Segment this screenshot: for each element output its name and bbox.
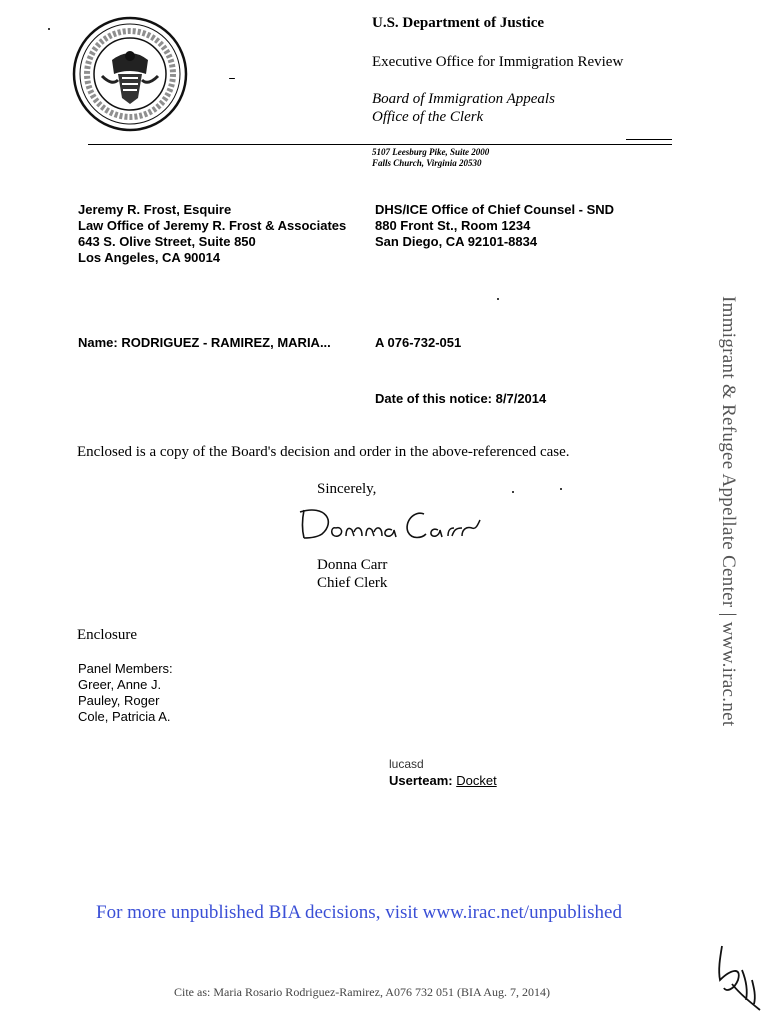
panel-members xyxy=(78,661,173,725)
handwritten-stamp-icon xyxy=(712,940,764,1016)
address-line: 643 S. Olive Street, Suite 850 xyxy=(78,234,256,249)
address-line: Jeremy R. Frost, Esquire xyxy=(78,202,232,217)
side-watermark xyxy=(712,222,744,800)
scan-speck xyxy=(229,78,235,79)
office-name: Executive Office for Immigration Review xyxy=(372,54,624,70)
citation: Cite as: Maria Rosario Rodriguez-Ramirez, A076 732 051 (BIA Aug. 7, 2014) xyxy=(174,985,550,999)
enclosed-statement: Enclosed is a copy of the Board's decision and order in the above-referenced case. xyxy=(77,444,570,460)
scan-speck xyxy=(512,491,514,493)
doj-seal-icon xyxy=(72,16,188,132)
closing: Sincerely, xyxy=(317,481,377,497)
address-line: DHS/ICE Office of Chief Counsel - SND xyxy=(375,202,615,217)
address-line: Falls Church, Virginia 20530 xyxy=(372,158,482,168)
enclosure-label: Enclosure xyxy=(77,627,137,643)
header-divider xyxy=(88,144,672,145)
side-watermark-text: Immigrant & Refugee Appellate Center | www.irac.net xyxy=(718,295,739,727)
address-line: 880 Front St., Room 1234 xyxy=(375,218,531,233)
clerk-line: Office of the Clerk xyxy=(372,109,484,125)
address-line: San Diego, CA 92101-8834 xyxy=(375,234,538,249)
board-office xyxy=(372,90,555,126)
promo-link[interactable]: For more unpublished BIA decisions, visit www.irac.net/unpublished xyxy=(96,902,622,923)
attorney-address xyxy=(78,202,346,266)
office-address xyxy=(372,147,489,169)
signer-block xyxy=(317,556,387,592)
panel-member: Cole, Patricia A. xyxy=(78,709,171,724)
scan-speck xyxy=(48,28,50,30)
signature xyxy=(296,500,486,546)
user-id: lucasd xyxy=(389,757,424,771)
userteam-label: Userteam: xyxy=(389,773,453,788)
dhs-address xyxy=(375,202,614,250)
department-name: U.S. Department of Justice xyxy=(372,15,545,31)
address-line: Law Office of Jeremy R. Frost & Associates xyxy=(78,218,347,233)
respondent-name: Name: RODRIGUEZ - RAMIREZ, MARIA... xyxy=(78,335,331,350)
userteam-value: Docket xyxy=(456,773,497,788)
notice-date xyxy=(375,391,546,406)
board-line: Board of Immigration Appeals xyxy=(372,91,555,107)
header-divider-short xyxy=(626,139,672,140)
panel-member: Greer, Anne J. xyxy=(78,677,162,692)
alien-number: A 076-732-051 xyxy=(375,335,462,350)
userteam xyxy=(389,773,497,788)
signer-title: Chief Clerk xyxy=(317,575,388,591)
signer-name: Donna Carr xyxy=(317,557,388,573)
notice-date-label: Date of this notice: xyxy=(375,391,493,406)
address-line: Los Angeles, CA 90014 xyxy=(78,250,221,265)
scan-speck xyxy=(560,488,562,490)
address-line: 5107 Leesburg Pike, Suite 2000 xyxy=(372,147,490,157)
panel-member: Pauley, Roger xyxy=(78,693,160,708)
panel-heading: Panel Members: xyxy=(78,661,173,676)
notice-date-value: 8/7/2014 xyxy=(495,391,547,406)
scan-speck xyxy=(497,298,499,300)
